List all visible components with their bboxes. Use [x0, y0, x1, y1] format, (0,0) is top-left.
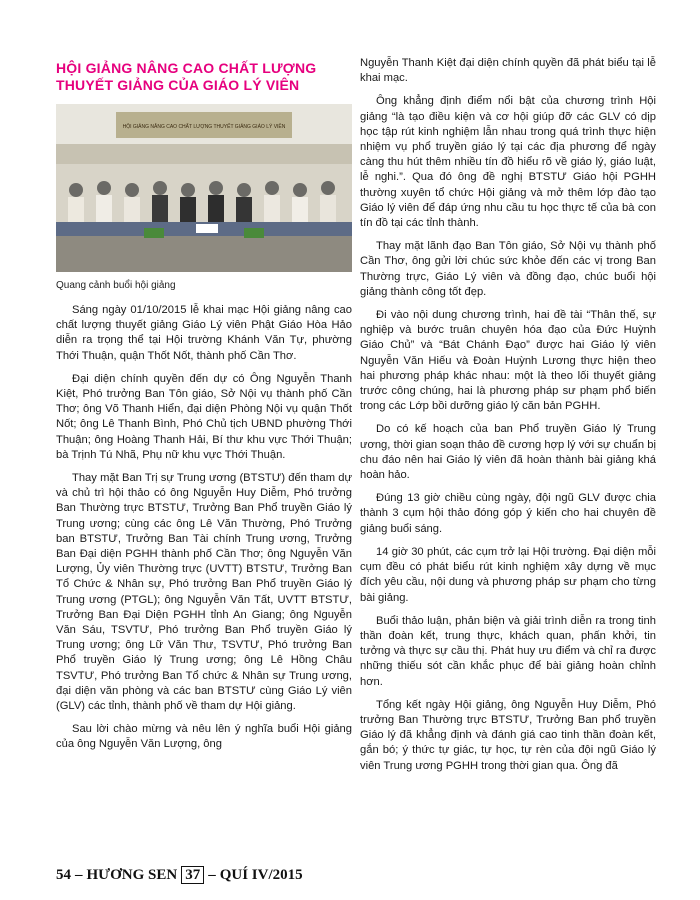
body-paragraph: Do có kế hoạch của ban Phổ truyền Giáo lý Trung ương, thời gian soạn thảo đề cương hợp lý với sự chuẩn bị chu đáo nên hai Giáo lý viên đã hoàn thành bài giảng khá hoàn hảo. [360, 423, 656, 482]
event-photo [56, 104, 352, 272]
magazine-name: HƯƠNG SEN [86, 866, 178, 883]
body-paragraph: 14 giờ 30 phút, các cụm trở lại Hội trường. Đại diện mỗi cụm đều có phát biểu rút kinh nghiệm xây dựng về mục đích yêu cầu, nội dung và phương pháp sư phạm cho từng bài giảng. [360, 545, 656, 604]
body-paragraph: Đúng 13 giờ chiều cùng ngày, đội ngũ GLV được chia thành 3 cụm hội thảo đóng góp ý kiến cho hai chuyên đề giảng buổi sáng. [360, 492, 656, 535]
body-paragraph: Sau lời chào mừng và nêu lên ý nghĩa buổi Hội giảng của ông Nguyễn Văn Lượng, ông [56, 723, 352, 751]
right-column [360, 56, 656, 782]
hall-illustration [56, 104, 352, 272]
article-title: HỘI GIẢNG NÂNG CAO CHẤT LƯỢNG THUYẾT GIẢNG CỦA GIÁO LÝ VIÊN [56, 60, 317, 93]
page-footer: 54 – HƯƠNG SEN 37 – QUÍ IV/2015 [56, 866, 303, 883]
body-paragraph: Thay mặt lãnh đạo Ban Tôn giáo, Sở Nội vụ thành phố Cần Thơ, ông gửi lời chúc sức khỏe đến các vị trong Ban Thường trực, Giáo Lý viên và đồng đạo, chúc buổi hội giảng thành công tốt đẹp. [360, 240, 656, 298]
body-paragraph: Thay mặt Ban Trị sự Trung ương (BTSTƯ) đến tham dự và chủ trì hội thảo có ông Nguyễn Huy Diễm, Phó trưởng Ban Thường trực BTSTƯ, Trưởng Ban Phổ truyền Giáo lý Trung ương; cùng các ông Lê Văn Thường, Phó Trưởng ban BTSTƯ, Trưởng Ban Tài chính Trung ương, Trưởng Ban Đại diện PGHH thành phố Cần Thơ; ông Nguyễn Văn Lượng, Ủy viên Thường trực (UVTT) BTSTƯ, Trưởng Ban Tổ Chức & Nhân sự, Phó trưởng Ban Phổ truyền Giáo lý Trung ương (PTGL); ông Nguyễn Văn Tất, UVTT BTSTƯ, Trưởng Ban Đại Diện PGHH tỉnh An Giang; ông Nguyễn Văn Sáu, TSVTƯ, Phó trưởng Ban Phổ truyền Giáo lý Trung ương; ông Lữ Văn Thư, TSVTƯ, Phó trưởng Ban Phổ truyền Giáo lý Trung ương; ông Lê Hồng Châu TSVTƯ, Phó trưởng Ban Tổ chức & Nhân sự Trung ương, đại diện văn phòng và các ban BTSTƯ cùng Giáo Lý viên (GLV) các tỉnh, thành phố về tham dự Hội giảng. [56, 472, 352, 713]
left-column [56, 56, 352, 761]
issue-number: 37 [181, 866, 204, 884]
issue-period: QUÍ IV/2015 [219, 866, 303, 883]
body-paragraph: Đi vào nội dung chương trình, hai đề tài “Thân thế, sự nghiệp và bước truân chuyên hóa đạo của Đức Huỳnh Giáo Chủ” và “Bát Chánh Đạo” được hai Giáo lý viên Nguyễn Văn Hiếu và Đoàn Huỳnh Lương thực hiện theo hai phương pháp khác nhau: một là theo lối thuyết giảng trước công chúng, hai là phương pháp sư phạm phổ biến trong các Lớp bồi dưỡng giáo lý căn bản PGHH. [360, 309, 656, 413]
body-paragraph: Ông khẳng định điểm nổi bật của chương trình Hội giảng “là tạo điều kiện và cơ hội giúp đỡ các GLV có dịp học tập rút kinh nghiệm lẫn nhau trong quá trình thực hiện nhiệm vụ phổ truyền giáo lý tại các địa phương để ngày càng thu hút thêm nhiều tín đồ hiểu rõ về giáo lý, giáo luật, lễ nghi.”. Qua đó ông đề nghị BTSTƯ Giáo hội PGHH thường xuyên tổ chức Hội giảng và mở thêm lớp đào tạo Giáo lý viên để đáp ứng nhu cầu tu học thực tế của bà con tín đồ tại các tỉnh thành. [360, 95, 656, 230]
stage-banner: HỘI GIẢNG NÂNG CAO CHẤT LƯỢNG THUYẾT GIẢNG GIÁO LÝ VIÊN [122, 124, 286, 130]
photo-caption: Quang cảnh buổi hội giảng [56, 280, 176, 291]
page-number: 54 [56, 866, 71, 883]
body-paragraph: Sáng ngày 01/10/2015 lễ khai mạc Hội giảng nâng cao chất lượng thuyết giảng Giáo Lý viên Phật Giáo Hòa Hảo diễn ra trọng thể tại Hội trường Khánh Văn Tự, phường Thới Thuận, quận Thốt Nốt, thành phố Cần Thơ. [56, 304, 352, 362]
body-paragraph: Buổi thảo luận, phản biện và giải trình diễn ra trong tinh thần đoàn kết, trung thực, khách quan, phấn khởi, tin tưởng và thực sự cầu thị. Phát huy ưu điểm và chỉ ra được những thiếu sót cần khắc phục để bài giảng hoàn chỉnh hơn. [360, 614, 656, 688]
body-paragraph: Tổng kết ngày Hội giảng, ông Nguyễn Huy Diễm, Phó trưởng Ban Thường trực BTSTƯ, Trưởng Ban phổ truyền Giáo lý đã khẳng định và đánh giá cao tinh thần đoàn kết, gắn bó; ý thức tự giác, tự học, tự rèn của đội ngũ Giáo lý viên Trung ương PGHH trong thời gian qua. Ông đã [360, 698, 656, 772]
body-paragraph: Đại diện chính quyền đến dự có Ông Nguyễn Thanh Kiệt, Phó trưởng Ban Tôn giáo, Sở Nội vụ thành phố Cần Thơ; ông Võ Thanh Hiển, đại diện Phòng Nội vụ quận Thốt Nốt; ông Lê Thanh Bình, Phó Chủ tịch UBND phường Thới Thuận; ông Hoàng Thanh Hải, Bí thư khu vực Thới Thuận; bà Trịnh Tú Nhã, Phụ nữ khu vực Thới Thuận. [56, 372, 352, 461]
body-paragraph: Nguyễn Thanh Kiệt đại diện chính quyền đã phát biểu tại lễ khai mạc. [360, 57, 656, 85]
